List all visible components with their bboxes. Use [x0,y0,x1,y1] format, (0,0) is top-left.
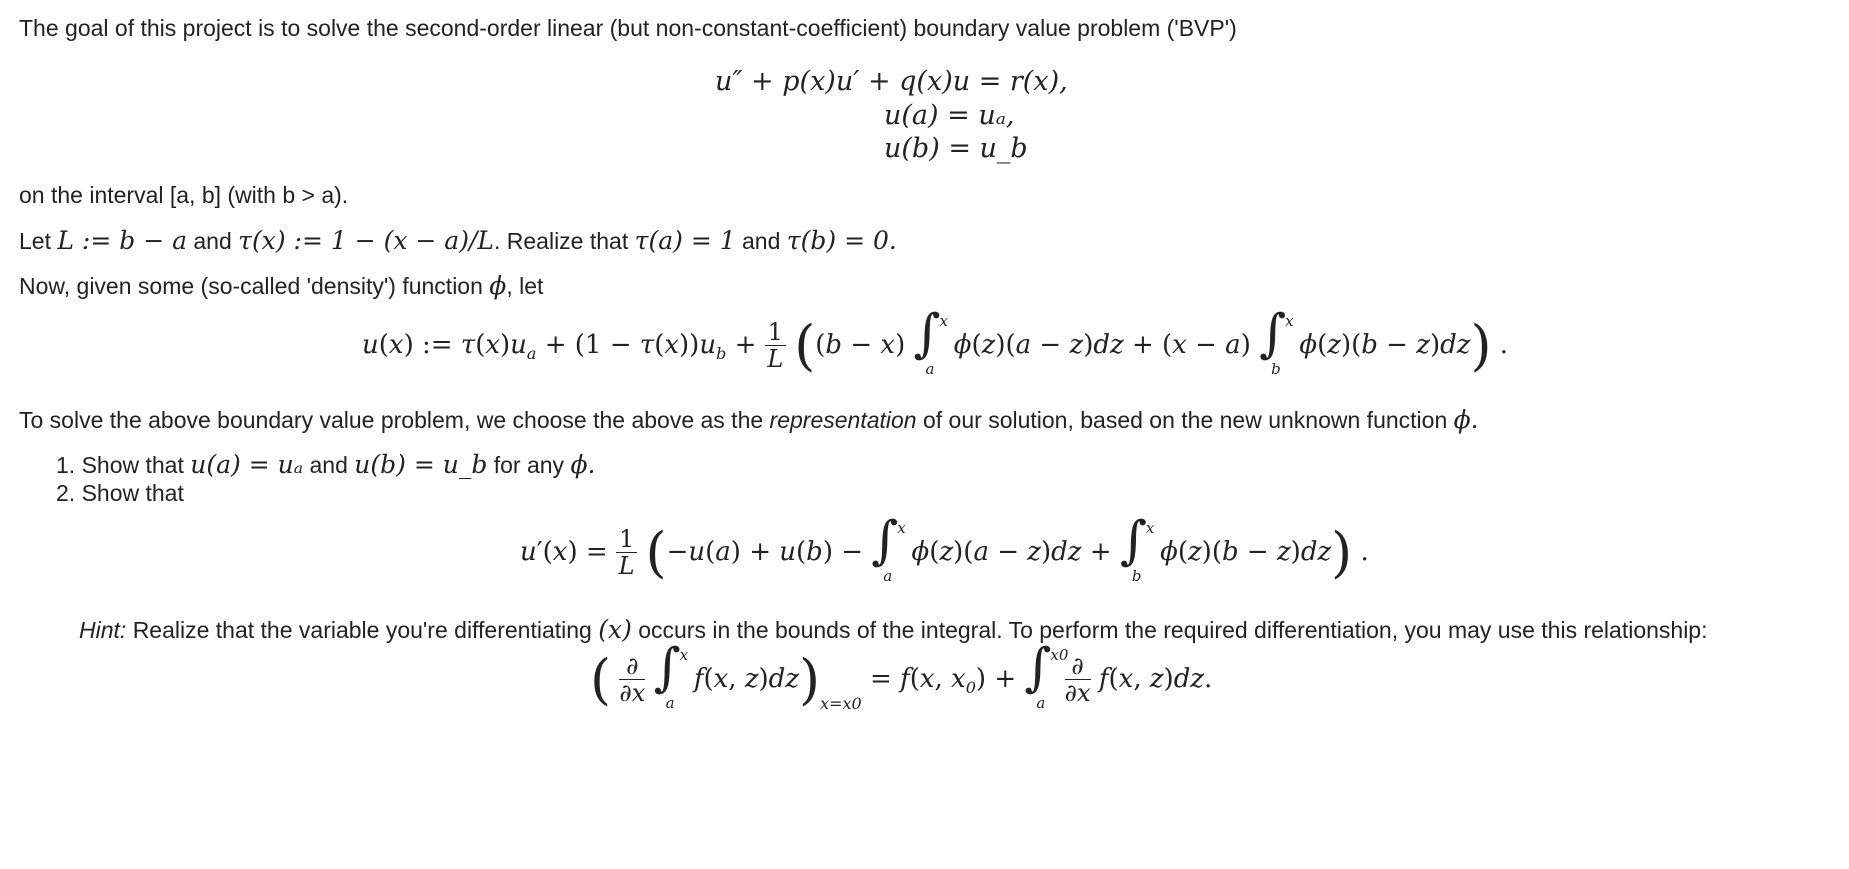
let-and-1: and [193,228,232,254]
list-item [56,452,595,477]
list-item [56,482,184,505]
tau-b: τ(b) = 0. [786,226,897,255]
representation-after: of our solution, based on the new unknown function [922,407,1448,433]
representation-formula: u(x) := $\tau(x)u_a + (1 - \tau(x))u_b$ + $\frac{1}{L}$ ((b − x) ∫ x a ϕ(z)(a − z)dz + (x − a) ∫ x b ϕ(z)(b − z)dz) . [362,304,1509,378]
hint-variable: (x) [598,615,632,644]
list-item-text: Show that [81,452,184,478]
density-after: , let [506,273,544,299]
list-item-number: 2. [56,480,76,506]
list-item-after: for any [493,452,565,478]
let-and-2: and [742,228,781,254]
leibniz-formula: ( $\frac{\partial}{\partial x}$ ∫ x a f(x, $z)dz)_{x=x0} = f(x$, $x_0$) + ∫ x0 a $\frac{\partial}{\partial x}$ f(x, z)dz. [590,638,1213,713]
bvp-equation-1: u″ + p(x)u′ + q(x)u = r(x), [715,66,1068,97]
tau-definition: τ(x) := 1 − (x − a)/L [238,226,494,255]
let-prefix: Let [19,228,51,254]
list-item-and: and [309,452,348,478]
hint-paragraph [79,617,1707,642]
list-item-math-1: u(a) = uₐ [190,450,304,479]
hint-rest: occurs in the bounds of the integral. To perform the required differentiation, you may use this relationship: [638,617,1708,643]
list-item-math-3: ϕ. [570,450,596,479]
let-paragraph [19,228,897,253]
bvp-equation-2: u(a) = uₐ, [884,100,1015,131]
representation-paragraph [19,407,1479,432]
list-item-text: Show that [81,480,184,506]
bvp-equation-3: u(b) = u_b [884,133,1028,164]
list-item-math-2: u(b) = u_b [354,450,488,479]
L-definition: L := b − a [57,226,187,255]
representation-before: To solve the above boundary value problem, we choose the above as the [19,407,764,433]
phi-symbol-2: ϕ. [1453,405,1479,434]
derivative-formula: u′(x) = $\frac{1}{L}$ (−u(a) + u(b) − ∫ x a ϕ(z)(a − z)dz + ∫ x b ϕ(z)(b − z)dz) . [520,511,1369,585]
intro-paragraph: The goal of this project is to solve the second-order linear (but non-constant-coefficient) boundary value problem ('BVP') [19,15,1237,41]
hint-label: Hint: [79,617,127,643]
hint-text: Realize that the variable you're differentiating [132,617,592,643]
interval-paragraph: on the interval [a, b] (with b > a). [19,182,349,208]
let-realize: . Realize that [493,228,629,254]
list-item-number: 1. [56,452,76,478]
phi-symbol: ϕ [489,271,507,300]
tau-a: τ(a) = 1 [634,226,736,255]
density-before: Now, given some (so-called 'density') function [19,273,483,299]
representation-em: representation [769,407,917,433]
density-paragraph [19,273,543,298]
